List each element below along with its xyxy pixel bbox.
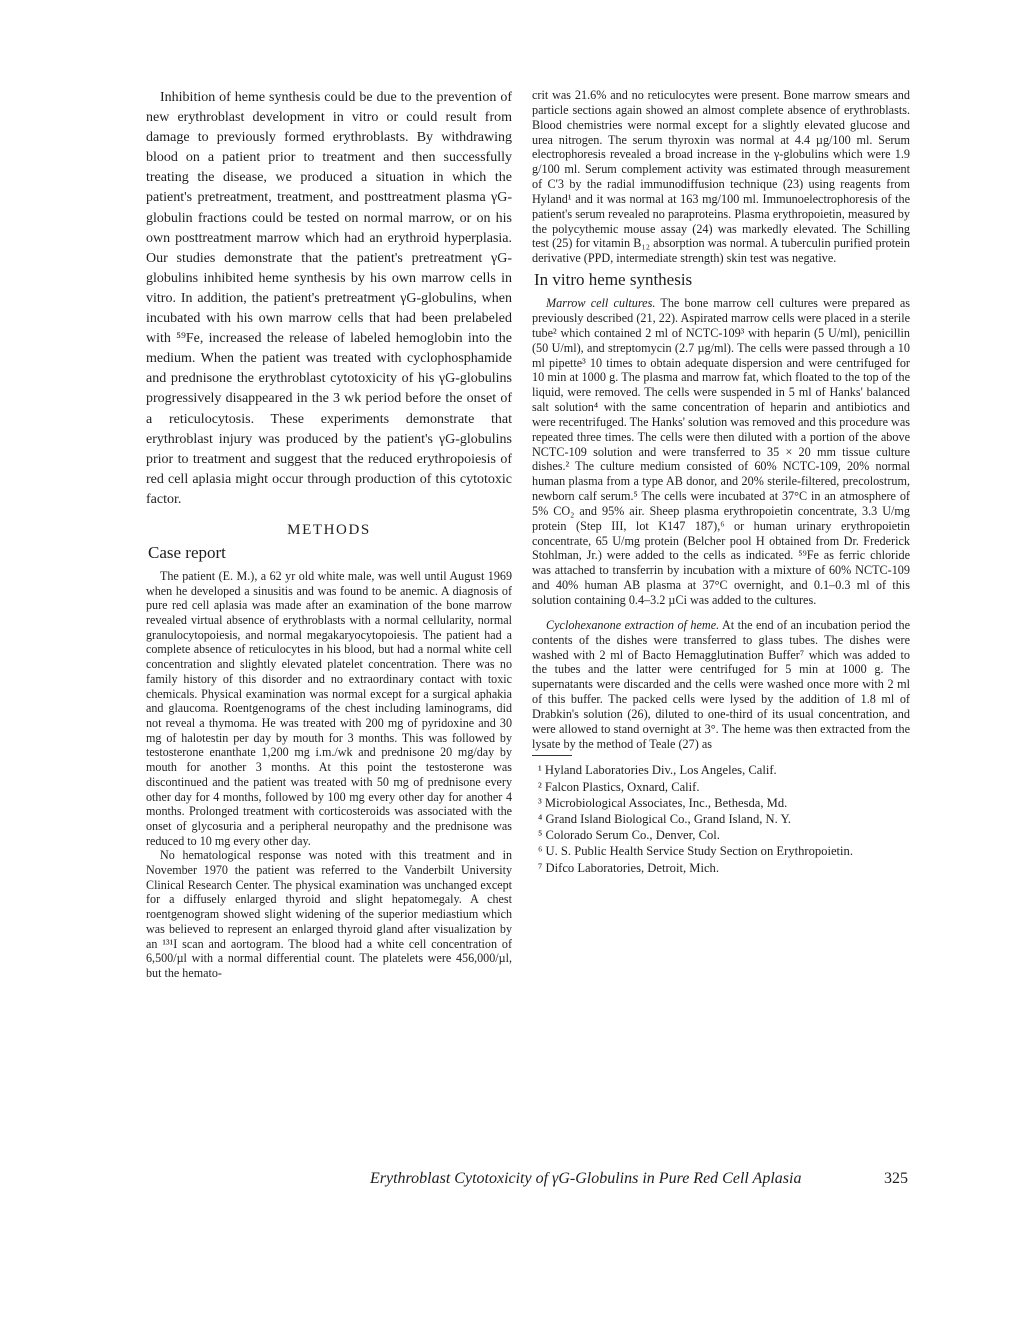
- footnote: ² Falcon Plastics, Oxnard, Calif.: [538, 779, 700, 794]
- footnote: ⁷ Difco Laboratories, Detroit, Mich.: [538, 860, 719, 875]
- methods-heading: METHODS: [287, 521, 371, 538]
- case-report-heading: Case report: [148, 542, 226, 562]
- running-title: Erythroblast Cytotoxicity of γG-Globulins in Pure Red Cell Aplasia: [370, 1170, 802, 1187]
- footnote: ⁴ Grand Island Biological Co., Grand Island, N. Y.: [538, 812, 792, 827]
- marrow-cultures-text: The bone marrow cell cultures were prepared as previously described (21, 22). Aspirated marrow cells were placed in a sterile tube² which contained 2 ml of NCTC-109³ with heparin (5 U/ml), penicillin (50 U/ml), and streptomycin (2.7 µg/ml). The cells were passed through a 10 ml pipette³ 10 times to obtain adequate dispersion and were centrifuged for 10 min at 1000 g. The plasma and marrow fat, which floated to the top of the liquid, were removed. The cells were suspended in 5 ml of Hanks' balanced salt solution⁴ with the same concentration of heparin and antibiotics and were recentrifuged. The Hanks' solution was removed and this procedure was repeated three times. The cells were then diluted with a portion of the above NCTC-109 solution and were transferred to 35 × 20 mm tissue culture dishes.² The culture medium consisted of 60% NCTC-109, 20% normal human plasma from a type AB donor, and 20% sterile-filtered, precolostrum, newborn calf serum.⁵ The cells were incubated at 37°C in an atmosphere of 5% CO₂ and 95% air. Sheep plasma erythropoietin concentrate, 3.3 U/mg protein (Step III, lot K147 187),⁶ or human urinary erythropoietin concentrate, 65 U/mg protein (Belcher pool H obtained from Dr. Frederick Stohlman, Jr.) were added to the cells as indicated. ⁵⁹Fe as ferric chloride was attached to transferrin by incubation with a mixture of 60% NCTC-109 and 40% human AB plasma at 37°C overnight, and 0.1–0.3 ml of this solution containing 0.4–3.2 µCi was added to the cultures.: [532, 296, 911, 607]
- right-column: [532, 88, 910, 876]
- footnote: ⁶ U. S. Public Health Service Study Section on Erythropoietin.: [538, 844, 853, 859]
- case-report-paragraph-1: The patient (E. M.), a 62 yr old white male, was well until August 1969 when he developed a sinusitis and was found to be anemic. A diagnosis of pure red cell aplasia was made after an examination of the bone marrow revealed virtual absence of erythroblasts with a normal cellularity, normal granulocytopoiesis, and normal megakaryocytopoiesis. The patient had a complete absence of reticulocytes in his blood, but had a normal white cell concentration and slightly elevated platelet concentration. There was no family history of this disorder and no extraordinary contact with toxic chemicals. Physical examination was normal except for a surgical aphakia and glaucoma. Roentgenograms of the chest including laminograms, did not reveal a thymoma. He was treated with 200 mg of pyridoxine and 30 mg of halotestin per day by mouth for 3 months. This was followed by testosterone enanthate 1,200 mg i.m./wk and prednisone 20 mg/day by mouth for another 3 months. At this point the testosterone was discontinued and the patient was treated with 50 mg of prednisone every other day for 4 months, followed by 100 mg every other day for another 4 months. Prolonged treatment with corticosteroids was associated with the onset of glycosuria and a peripheral neuropathy and the prednisone was reduced to 10 mg every other day.: [146, 568, 512, 848]
- left-column: [146, 88, 512, 981]
- footnote: ⁵ Colorado Serum Co., Denver, Col.: [538, 828, 720, 843]
- page-number: 325: [884, 1170, 908, 1187]
- case-report-continuation: crit was 21.6% and no reticulocytes were present. Bone marrow smears and particle sections again showed an almost complete absence of erythroblasts. Blood chemistries were normal except for a slightly elevated glucose and urea nitrogen. The serum thyroxin was normal at 4.4 µg/100 ml. Serum electrophoresis revealed a broad increase in the γ-globulins which were 1.9 g/100 ml. Serum complement activity was estimated through measurement of C'3 by the radial immunodiffusion technique (23) using reagents from Hyland¹ and it was normal at 163 mg/100 ml. Immunoelectrophoresis of the patient's serum revealed no paraproteins. Plasma erythropoietin, measured by the polycythemic mouse assay (24) was markedly elevated. The Schilling test (25) for vitamin B₁₂ absorption was normal. A tuberculin purified protein derivative (PPD, intermediate strength) skin test was negative.: [532, 88, 910, 266]
- case-report-paragraph-2: No hematological response was noted with this treatment and in November 1970 the patient was referred to the Vanderbilt University Clinical Research Center. The physical examination was unchanged except for a diffusely enlarged thyroid and slight hepatomegaly. A chest roentgenogram showed slight widening of the superior mediastium which was believed to represent an enlarged thyroid gland after visualization by an ¹³¹I scan and aortogram. The blood had a white cell concentration of 6,500/µl with a normal differential count. The platelets were 456,000/µl, but the hemato-: [146, 848, 512, 980]
- cyclohexanone-label: Cyclohexanone extraction of heme.: [546, 617, 720, 632]
- intro-paragraph: Inhibition of heme synthesis could be due to the prevention of new erythroblast development in vitro or could result from damage to previously formed erythroblasts. By withdrawing blood on a patient prior to treatment and then successfully treating the disease, we produced a situation in which the patient's pretreatment, treatment, and posttreatment plasma γG-globulin fractions could be tested on normal marrow, or on his own posttreatment marrow which had an erythroid hyperplasia. Our studies demonstrate that the patient's pretreatment γG-globulins inhibited heme synthesis by his own marrow cells in vitro. In addition, the patient's pretreatment γG-globulins, when incubated with his own marrow cells that had been prelabeled with ⁵⁹Fe, increased the release of labeled hemoglobin into the medium. When the patient was treated with cyclophosphamide and prednisone the erythroblast cytotoxicity of his γG-globulins progressively disappeared in the 3 wk period before the onset of a reticulocytosis. These experiments demonstrate that erythroblast injury was produced by the patient's γG-globulins prior to treatment and suggest that the reduced erythropoiesis of red cell aplasia might occur through production of this cytotoxic factor.: [146, 90, 512, 507]
- footnote: ¹ Hyland Laboratories Div., Los Angeles, Calif.: [538, 763, 777, 778]
- footnotes-list: [532, 762, 910, 875]
- page-footer: [370, 1168, 910, 1194]
- in-vitro-heading: In vitro heme synthesis: [534, 270, 693, 290]
- cyclohexanone-paragraph: [532, 618, 910, 752]
- footnote: ³ Microbiological Associates, Inc., Bethesda, Md.: [538, 795, 788, 810]
- marrow-cultures-paragraph: [532, 296, 910, 608]
- cyclohexanone-text: At the end of an incubation period the contents of the dishes were transferred to glass tubes. The dishes were washed with 2 ml of Bacto Hemagglutination Buffer⁷ which was added to the tubes and the latter were centrifuged for 5 min at 1000 g. The supernatants were discarded and the cells were washed once more with 2 ml of this buffer. The packed cells were lysed by the addition of 1.8 ml of Drabkin's solution (26), diluted to one-third of its usual concentration, and were allowed to stand overnight at 3°. The heme was then extracted from the lysate by the method of Teale (27) as: [532, 617, 910, 751]
- marrow-cultures-label: Marrow cell cultures.: [546, 296, 656, 311]
- footnote-rule: [532, 755, 572, 756]
